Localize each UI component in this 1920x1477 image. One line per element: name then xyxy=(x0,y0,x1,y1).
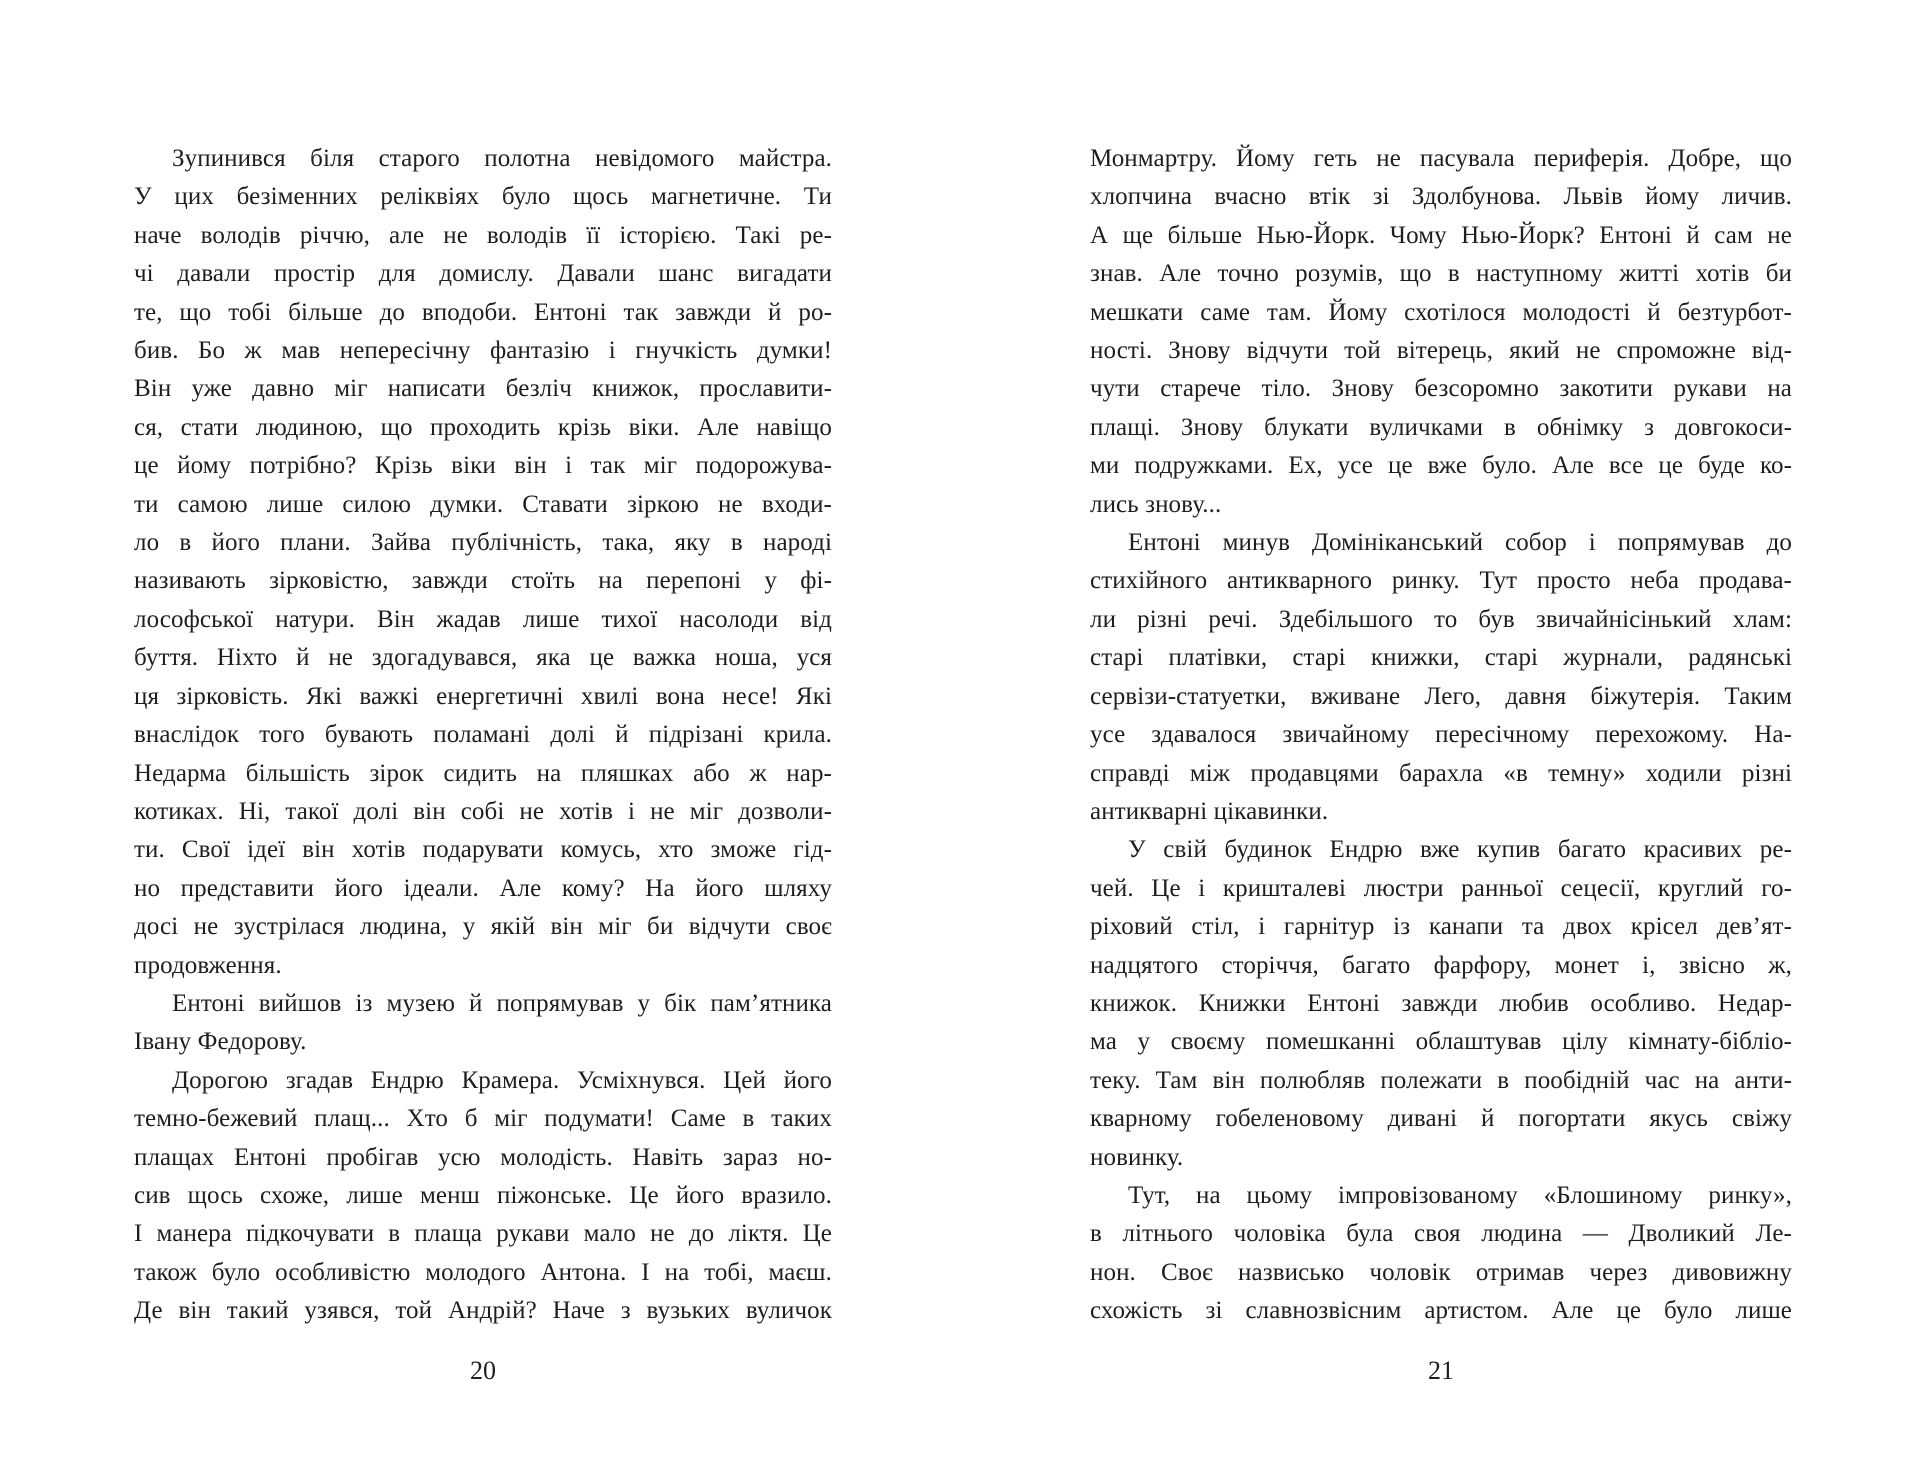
text-line: сервізи-статуетки, вживане Лего, давня біжутерія. Таким xyxy=(1090,682,1792,710)
text-line: наче володів річчю, але не володів її історією. Такі ре- xyxy=(134,221,832,249)
text-line: старі платівки, старі книжки, старі журнали, радянські xyxy=(1090,644,1792,672)
text-line: Зупинився біля старого полотна невідомого майстра. xyxy=(172,145,832,172)
text-line: Монмартру. Йому геть не пасувала периферія. Добре, що xyxy=(1090,145,1792,172)
text-line: ти. Свої ідеї він хотів подарувати комусь, хто зможе гід- xyxy=(134,836,832,864)
text-line: чей. Це і кришталеві люстри ранньої сецесії, круглий го- xyxy=(1090,874,1792,902)
text-line: А ще більше Нью-Йорк. Чому Нью-Йорк? Ентоні й сам не xyxy=(1090,221,1792,249)
text-line: ріховий стіл, і гарнітур із канапи та двох крісел дев’ят- xyxy=(1090,913,1792,941)
text-line: Він уже давно міг написати безліч книжок, прославити- xyxy=(134,375,832,403)
text-line: Де він такий узявся, той Андрій? Наче з вузьких вуличок xyxy=(134,1297,832,1325)
text-line: стихійного антикварного ринку. Тут просто неба продава- xyxy=(1090,567,1792,595)
text-line: Недарма більшість зірок сидить на пляшках або ж нар- xyxy=(134,759,832,787)
text-line: лософської натури. Він жадав лише тихої насолоди від xyxy=(134,605,832,633)
text-line: І манера підкочувати в плаща рукави мало не до ліктя. Це xyxy=(134,1220,832,1248)
text-line: ця зірковість. Які важкі енергетичні хвилі вона несе! Які xyxy=(134,682,832,710)
text-line: антикварні цікавинки. xyxy=(1090,797,1329,825)
text-line: Дорогою згадав Ендрю Крамера. Усміхнувся. Цей його xyxy=(172,1066,832,1094)
text-line: схожість зі славнозвісним артистом. Але це було лише xyxy=(1090,1297,1792,1325)
text-line: також було особливістю молодого Антона. І на тобі, маєш. xyxy=(134,1258,832,1286)
text-line: плащі. Знову блукати вуличками в обнімку з довгокоси- xyxy=(1090,413,1792,441)
right-page-text xyxy=(1090,140,1792,1331)
text-line: У цих безіменних реліквіях було щось магнетичне. Ти xyxy=(134,183,832,211)
text-line: темно-бежевий плащ... Хто б міг подумати! Саме в таких xyxy=(134,1105,832,1133)
left-page-text xyxy=(134,140,832,1331)
text-line: ся, стати людиною, що проходить крізь віки. Але навіщо xyxy=(134,413,832,441)
text-line: книжок. Книжки Ентоні завжди любив особливо. Недар- xyxy=(1090,989,1792,1017)
text-line: це йому потрібно? Крізь віки він і так міг подорожува- xyxy=(134,452,832,480)
text-line: продовження. xyxy=(134,951,282,979)
text-line: буття. Ніхто й не здогадувався, яка це важка ноша, уся xyxy=(134,644,832,672)
text-line: справді між продавцями барахла «в темну» ходили різні xyxy=(1090,759,1792,787)
text-line: усе здавалося звичайному пересічному перехожому. На- xyxy=(1090,721,1792,749)
left-page-number: 20 xyxy=(470,1356,496,1385)
text-line: лись знову... xyxy=(1090,490,1222,518)
text-line: в літнього чоловіка була своя людина — Дволикий Ле- xyxy=(1090,1220,1792,1248)
text-line: бив. Бо ж мав непересічну фантазію і гнучкість думки! xyxy=(134,337,832,365)
text-line: плащах Ентоні пробігав усю молодість. Навіть зараз но- xyxy=(134,1143,832,1171)
text-line: кварному гобеленовому дивані й погортати якусь свіжу xyxy=(1090,1105,1792,1133)
text-line: те, що тобі більше до вподоби. Ентоні так завжди й ро- xyxy=(134,298,832,326)
text-line: Івану Федорову. xyxy=(134,1028,307,1056)
text-line: ли різні речі. Здебільшого то був звичайнісінький хлам: xyxy=(1090,605,1792,633)
text-line: котиках. Ні, такої долі він собі не хотів і не міг дозволи- xyxy=(134,797,832,825)
text-line: Ентоні вийшов із музею й попрямував у бік пам’ятника xyxy=(172,989,832,1017)
text-line: Ентоні минув Домініканський собор і попрямував до xyxy=(1128,529,1792,557)
text-line: ма у своєму помешканні облаштував цілу кімнату-бібліо- xyxy=(1090,1028,1792,1056)
text-line: ти самою лише силою думки. Ставати зіркою не входи- xyxy=(134,490,832,518)
text-line: внаслідок того бувають поламані долі й підрізані крила. xyxy=(134,721,832,749)
text-line: нон. Своє назвисько чоловік отримав через дивовижну xyxy=(1090,1258,1792,1286)
text-line: У свій будинок Ендрю вже купив багато красивих ре- xyxy=(1128,836,1792,864)
text-line: хлопчина вчасно втік зі Здолбунова. Львів йому личив. xyxy=(1090,183,1792,211)
text-line: називають зірковістю, завжди стоїть на перепоні у фі- xyxy=(134,567,832,595)
text-line: ло в його плани. Зайва публічність, така, яку в народі xyxy=(134,529,832,557)
text-line: сив щось схоже, лише менш піжонське. Це його вразило. xyxy=(134,1181,832,1209)
text-line: но представити його ідеали. Але кому? На його шляху xyxy=(134,874,832,902)
right-page-number: 21 xyxy=(1428,1356,1454,1385)
text-line: теку. Там він полюбляв полежати в пообідній час на анти- xyxy=(1090,1066,1792,1094)
text-line: новинку. xyxy=(1090,1143,1184,1171)
text-line: ми подружками. Ех, усе це вже було. Але все це буде ко- xyxy=(1090,452,1792,480)
text-line: ності. Знову відчути той вітерець, який не спроможне від- xyxy=(1090,337,1792,365)
text-line: надцятого сторіччя, багато фарфору, монет і, звісно ж, xyxy=(1090,951,1792,979)
text-line: знав. Але точно розумів, що в наступному житті хотів би xyxy=(1090,260,1792,288)
text-line: мешкати саме там. Йому схотілося молодості й безтурбот- xyxy=(1090,298,1792,326)
text-line: чі давали простір для домислу. Давали шанс вигадати xyxy=(134,260,832,288)
text-line: чути старече тіло. Знову безсоромно закотити рукави на xyxy=(1090,375,1792,403)
text-line: Тут, на цьому імпровізованому «Блошиному ринку», xyxy=(1128,1181,1792,1209)
text-line: досі не зустрілася людина, у якій він міг би відчути своє xyxy=(134,913,832,941)
